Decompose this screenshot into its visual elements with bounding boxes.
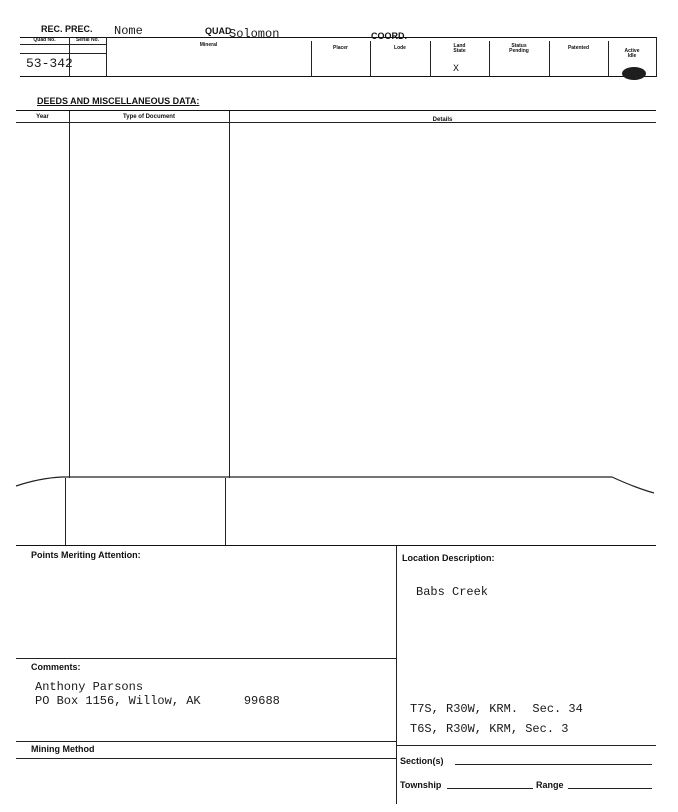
rec-prec-value: Nome	[114, 24, 143, 38]
header-value-line	[20, 53, 106, 54]
col-placer: Placer	[332, 45, 348, 51]
col-details: Details	[432, 117, 453, 123]
header-sub-line	[20, 44, 106, 45]
township-label: Township	[400, 780, 442, 790]
active-mark	[622, 67, 646, 80]
quad-label: QUAD	[205, 26, 232, 36]
land-state-mark: X	[453, 64, 460, 75]
header-top-line	[20, 37, 656, 38]
deeds-divider-upper	[229, 111, 230, 478]
location-label: Location Description:	[402, 553, 495, 563]
township-fill-line	[447, 788, 533, 789]
comments-top-line	[16, 658, 396, 659]
coord-label: COORD.	[371, 31, 407, 41]
header-bottom-line	[20, 76, 656, 77]
mining-bottom-line	[16, 758, 396, 759]
sections-fill-line	[455, 764, 652, 765]
deeds-divider-upper	[69, 111, 70, 478]
deeds-title: DEEDS AND MISCELLANEOUS DATA:	[37, 96, 200, 106]
mining-label: Mining Method	[31, 744, 95, 754]
range-label: Range	[536, 780, 564, 790]
col-serial-no: Serial No.	[75, 37, 100, 43]
header-divider	[656, 37, 657, 77]
col-status-pending: Status Pending	[509, 43, 529, 54]
sections-top-line	[396, 745, 656, 746]
sections-label: Section(s)	[400, 756, 444, 766]
page-fold-line	[0, 460, 678, 500]
col-active-idle: Active Idle	[624, 48, 640, 59]
col-lode: Lode	[394, 45, 406, 51]
bottom-center-divider	[396, 546, 397, 804]
points-label: Points Meriting Attention:	[31, 550, 141, 560]
col-quad-no: Quad No.	[33, 37, 56, 43]
rec-prec-label: REC. PREC.	[41, 24, 93, 34]
quad-value: Solomon	[229, 27, 280, 41]
comments-address: PO Box 1156, Willow, AK 99688	[35, 694, 280, 708]
comments-label: Comments:	[31, 662, 81, 672]
col-year: Year	[36, 114, 49, 120]
location-line-2: T6S, R30W, KRM, Sec. 3	[410, 722, 569, 736]
col-type-of-document: Type of Document	[123, 114, 175, 120]
mining-top-line	[16, 741, 396, 742]
col-mineral: Mineral	[199, 42, 218, 48]
range-fill-line	[568, 788, 652, 789]
deeds-top-line	[16, 110, 656, 111]
col-patented: Patented	[567, 45, 590, 51]
quad-no-value: 53-342	[26, 56, 73, 71]
bottom-top-line	[16, 545, 656, 546]
col-land-state: Land State	[453, 43, 466, 54]
header-divider	[608, 41, 609, 77]
location-line-1: T7S, R30W, KRM. Sec. 34	[410, 702, 583, 716]
location-name: Babs Creek	[416, 585, 489, 599]
comments-name: Anthony Parsons	[35, 680, 144, 694]
